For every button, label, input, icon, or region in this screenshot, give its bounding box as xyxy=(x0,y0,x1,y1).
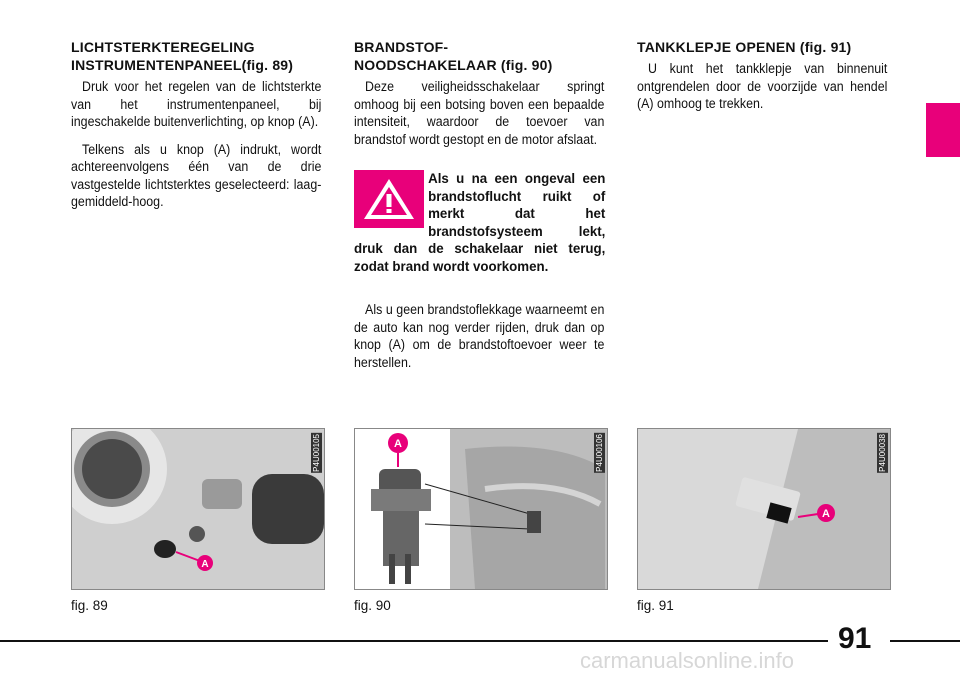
title-line-2: NOODSCHAKELAAR xyxy=(354,57,497,73)
figure-code: P4U00105 xyxy=(312,434,321,472)
section-title-fuel-flap xyxy=(637,38,889,56)
figure-label: A xyxy=(201,559,209,570)
title-line-1: BRANDSTOF- xyxy=(354,39,449,55)
page-number: 91 xyxy=(838,622,872,655)
figure-code: P4U00106 xyxy=(595,434,604,472)
figure-caption: fig. 90 xyxy=(354,598,391,613)
paragraph: Als u geen brandstoflekkage waarneemt en de auto kan nog verder rijden, druk dan op knop (A) om de brandstoftoevoer weer te herstellen. xyxy=(354,302,605,370)
warning-block xyxy=(354,170,606,275)
figure-label: A xyxy=(394,438,402,450)
title-fig-ref: (fig. 91) xyxy=(799,39,852,55)
column-1 xyxy=(71,38,323,221)
title-fig-ref: (fig. 89) xyxy=(241,57,294,73)
figure-caption: fig. 91 xyxy=(637,598,674,613)
paragraph: U kunt het tankklepje van binnenuit ontgrendelen door de voorzijde van hendel (A) omhoog te trekken. xyxy=(637,61,888,111)
footer-rule-right xyxy=(890,640,960,642)
title-line-1: LICHTSTERKTEREGELING xyxy=(71,39,255,55)
warning-text: Als u na een ongeval een brandstoflucht ruikt of merkt dat het brandstofsysteem lekt, druk dan de schakelaar niet terug, zodat brand wordt voorkomen. xyxy=(354,170,606,274)
title-line-1: TANKKLEPJE OPENEN xyxy=(637,39,796,55)
title-line-2: INSTRUMENTENPANEEL xyxy=(71,57,242,73)
paragraph: Druk voor het regelen van de lichtsterkte van het instrumentenpaneel, bij ingeschakelde buitenverlichting, op knop (A). xyxy=(71,79,322,129)
figure-code: P4U00038 xyxy=(878,434,887,472)
column-2 xyxy=(354,38,606,381)
footer-rule-left xyxy=(0,640,828,642)
figure-90-image xyxy=(354,428,608,590)
figure-caption: fig. 89 xyxy=(71,598,108,613)
paragraph: Deze veiligheidsschakelaar springt omhoog bij een botsing boven een bepaalde intensiteit, waardoor de toevoer van brandstof wordt gestopt en de motor afslaat. xyxy=(354,79,605,147)
paragraph: Telkens als u knop (A) indrukt, wordt achtereenvolgens één van de drie vastgestelde lichtsterktes geselecteerd: laag-gemiddeld-hoog. xyxy=(71,141,322,209)
figure-89-image xyxy=(71,428,325,590)
title-fig-ref: (fig. 90) xyxy=(500,57,553,73)
section-title-fuel-switch xyxy=(354,38,606,74)
figure-91-image xyxy=(637,428,891,590)
watermark: carmanualsonline.info xyxy=(580,648,795,673)
column-3 xyxy=(637,38,889,123)
section-title-dimmer xyxy=(71,38,323,74)
section-tab xyxy=(926,103,960,157)
figure-label: A xyxy=(822,508,830,520)
